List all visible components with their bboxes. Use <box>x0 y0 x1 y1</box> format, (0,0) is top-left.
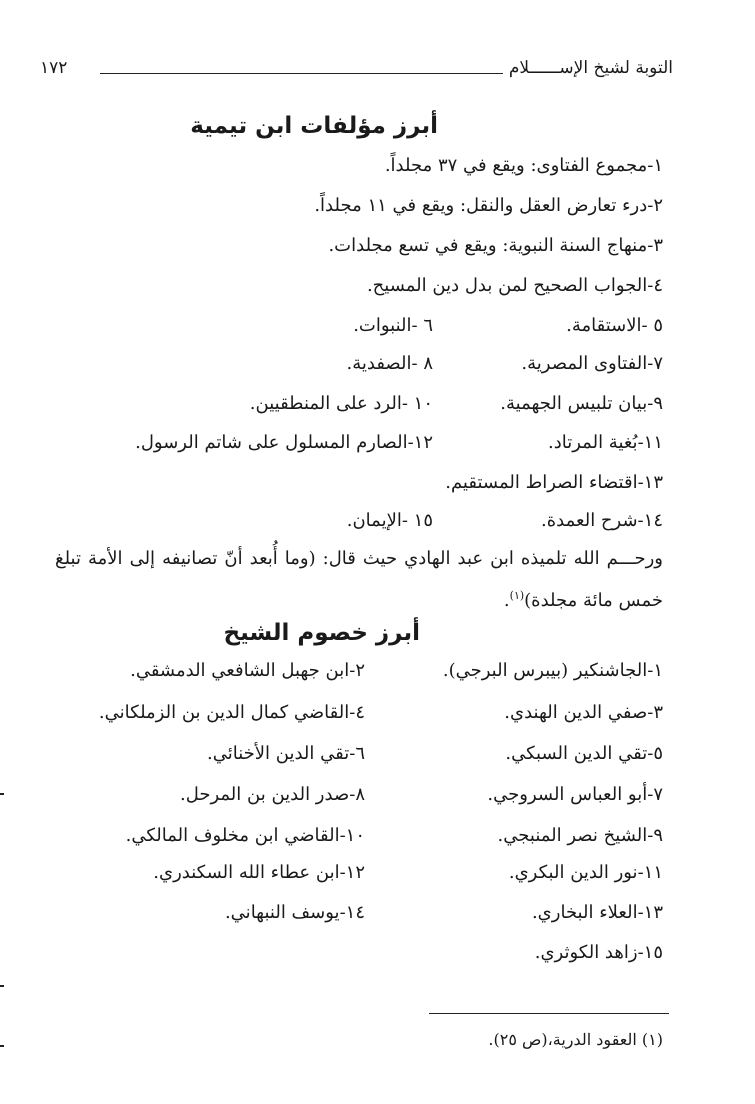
quote-paragraph <box>55 540 663 619</box>
opponent-5: ٥-تقي الدين السبكي. <box>505 743 663 764</box>
works-item-6: ٦ -النبوات. <box>353 315 433 336</box>
opponent-15: ١٥-زاهد الكوثري. <box>534 942 663 963</box>
works-item-7: ٧-الفتاوى المصرية. <box>521 353 663 374</box>
works-item-12: ١٢-الصارم المسلول على شاتم الرسول. <box>135 432 433 453</box>
opponent-3: ٣-صفي الدين الهندي. <box>504 702 663 723</box>
footnote-ref[interactable]: (١) <box>509 589 525 602</box>
works-item-5: ٥ -الاستقامة. <box>566 315 663 336</box>
opponent-1: ١-الجاشنكير (بيبرس البرجي). <box>442 660 663 681</box>
section-heading-opponents: أبرز خصوم الشيخ <box>223 620 420 646</box>
opponent-11: ١١-نور الدين البكري. <box>508 862 663 883</box>
works-item-11: ١١-بُغية المرتاد. <box>548 432 663 453</box>
works-item-8: ٨ -الصفدية. <box>346 353 433 374</box>
opponent-10: ١٠-القاضي ابن مخلوف المالكي. <box>125 825 365 846</box>
opponent-6: ٦-تقي الدين الأخنائي. <box>206 743 365 764</box>
quote-text: ورحـــم الله تلميذه ابن عبد الهادي حيث قال: (وما أُبعد أنّ تصانيفه إلى الأمة تبلغ خمس مائة مجلدة) <box>55 548 663 611</box>
opponent-12: ١٢-ابن عطاء الله السكندري. <box>153 862 365 883</box>
works-item-2: ٢-درء تعارض العقل والنقل: ويقع في ١١ مجلداً. <box>314 195 663 216</box>
footnote: (١) العقود الدرية،(ص ٢٥). <box>488 1030 663 1049</box>
scan-edge-mark <box>0 985 4 987</box>
works-item-3: ٣-منهاج السنة النبوية: ويقع في تسع مجلدات. <box>328 235 663 256</box>
running-header <box>40 58 673 88</box>
works-item-13: ١٣-اقتضاء الصراط المستقيم. <box>445 472 663 493</box>
header-rule <box>100 73 503 74</box>
works-item-10: ١٠ -الرد على المنطقيين. <box>249 393 433 414</box>
opponent-9: ٩-الشيخ نصر المنبجي. <box>497 825 663 846</box>
scan-edge-mark <box>0 1045 4 1047</box>
scan-edge-mark <box>0 793 4 795</box>
opponent-13: ١٣-العلاء البخاري. <box>531 902 663 923</box>
opponent-2: ٢-ابن جهبل الشافعي الدمشقي. <box>130 660 365 681</box>
works-item-14: ١٤-شرح العمدة. <box>541 510 663 531</box>
works-item-4: ٤-الجواب الصحيح لمن بدل دين المسيح. <box>366 275 663 296</box>
works-item-9: ٩-بيان تلبيس الجهمية. <box>500 393 663 414</box>
footnote-rule <box>429 1013 669 1014</box>
section-heading-works: أبرز مؤلفات ابن تيمية <box>190 113 438 139</box>
works-item-1: ١-مجموع الفتاوى: ويقع في ٣٧ مجلداً. <box>384 155 663 176</box>
page-number: ١٧٢ <box>40 58 68 78</box>
opponent-14: ١٤-يوسف النبهاني. <box>224 902 365 923</box>
running-title: التوبة لشيخ الإســــــلام <box>508 58 673 78</box>
works-item-15: ١٥ -الإيمان. <box>346 510 433 531</box>
opponent-8: ٨-صدر الدين بن المرحل. <box>179 784 365 805</box>
opponent-4: ٤-القاضي كمال الدين بن الزملكاني. <box>98 702 365 723</box>
quote-end: . <box>503 590 510 611</box>
opponent-7: ٧-أبو العباس السروجي. <box>487 784 663 805</box>
